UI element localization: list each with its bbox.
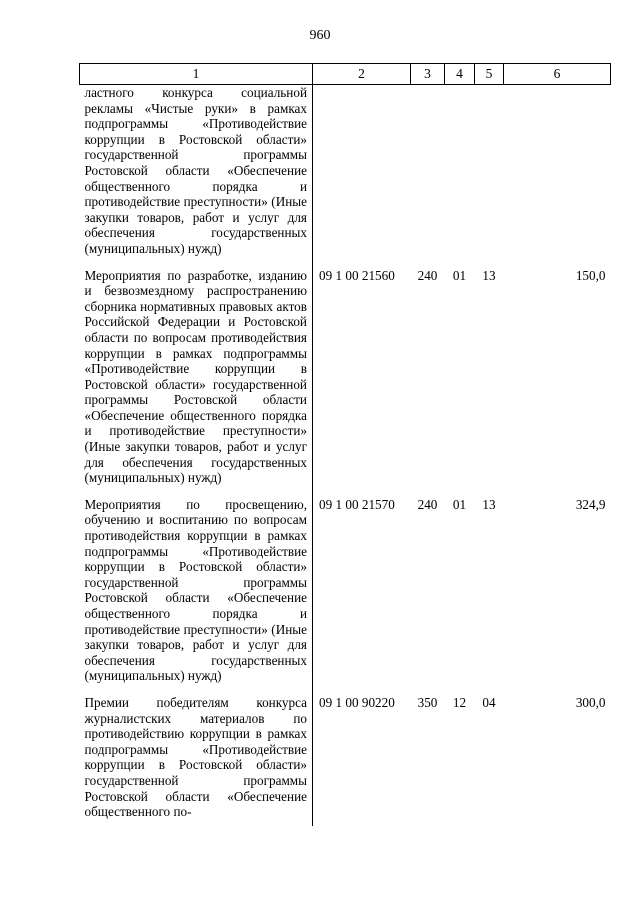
- table-row: [80, 492, 611, 690]
- row-amount: 300,0: [575, 694, 606, 710]
- row-section: 12: [452, 694, 467, 710]
- row-amount: 150,0: [575, 267, 606, 283]
- row-subsection: 13: [482, 267, 496, 283]
- row-section: [445, 85, 475, 263]
- row-expense-type: 350: [417, 694, 438, 710]
- column-header-4: 4: [445, 64, 475, 85]
- row-description: Премии победителям конкурса журналистских материалов по противодействию коррупции в рамках подпрограммы «Противодействие коррупции в Ростовской области» государственной программы Ростовской области «Обеспечение общественного по-: [80, 690, 313, 826]
- table-row: [80, 263, 611, 492]
- page-number: 960: [309, 28, 331, 43]
- row-expense-type: [411, 85, 445, 263]
- row-subsection: [475, 85, 504, 263]
- column-header-2: 2: [313, 64, 411, 85]
- row-description: Мероприятия по разработке, изданию и безвозмездному распространению сборника нормативных правовых актов Российской Федерации и Ростовской области по вопросам противодействия коррупции в рамках подпрограммы «Противодействие коррупции в Ростовской области» государственной программы Ростовской области «Обеспечение общественного порядка и противодействие преступности» (Иные закупки товаров, работ и услуг для обеспечения государственных (муниципальных) нужд): [80, 263, 313, 492]
- table-header: [80, 64, 611, 85]
- row-expense-type: 240: [417, 267, 438, 283]
- column-header-5: 5: [475, 64, 504, 85]
- row-section: 01: [452, 267, 467, 283]
- row-description: ластного конкурса социальной рекламы «Чистые руки» в рамках подпрограммы «Противодействие коррупции в Ростовской области» государственной программы Ростовской области «Обеспечение общественного порядка и противодействие преступности» (Иные закупки товаров, работ и услуг для обеспечения государственных (муниципальных) нужд): [80, 85, 313, 263]
- table-body: [80, 85, 611, 826]
- row-subsection: 04: [482, 694, 496, 710]
- row-expense-type: 240: [417, 496, 438, 512]
- row-amount: 324,9: [575, 496, 606, 512]
- column-header-3: 3: [411, 64, 445, 85]
- row-target-code: 09 1 00 90220: [319, 694, 395, 710]
- column-header-6: 6: [504, 64, 611, 85]
- row-target-code: 09 1 00 21570: [319, 496, 395, 512]
- row-target-code: [313, 85, 411, 263]
- column-header-1: 1: [80, 64, 313, 85]
- table-row: [80, 85, 611, 263]
- row-subsection: 13: [482, 496, 496, 512]
- table-row: [80, 690, 611, 826]
- budget-table: [79, 63, 611, 826]
- row-section: 01: [452, 496, 467, 512]
- row-target-code: 09 1 00 21560: [319, 267, 395, 283]
- row-amount: [504, 85, 611, 263]
- row-description: Мероприятия по просвещению, обучению и воспитанию по вопросам противодействия коррупции в рамках подпрограммы «Противодействие коррупции в Ростовской области» государственной программы Ростовской области «Обеспечение общественного порядка и противодействие преступности» (Иные закупки товаров, работ и услуг для обеспечения государственных (муниципальных) нужд): [80, 492, 313, 690]
